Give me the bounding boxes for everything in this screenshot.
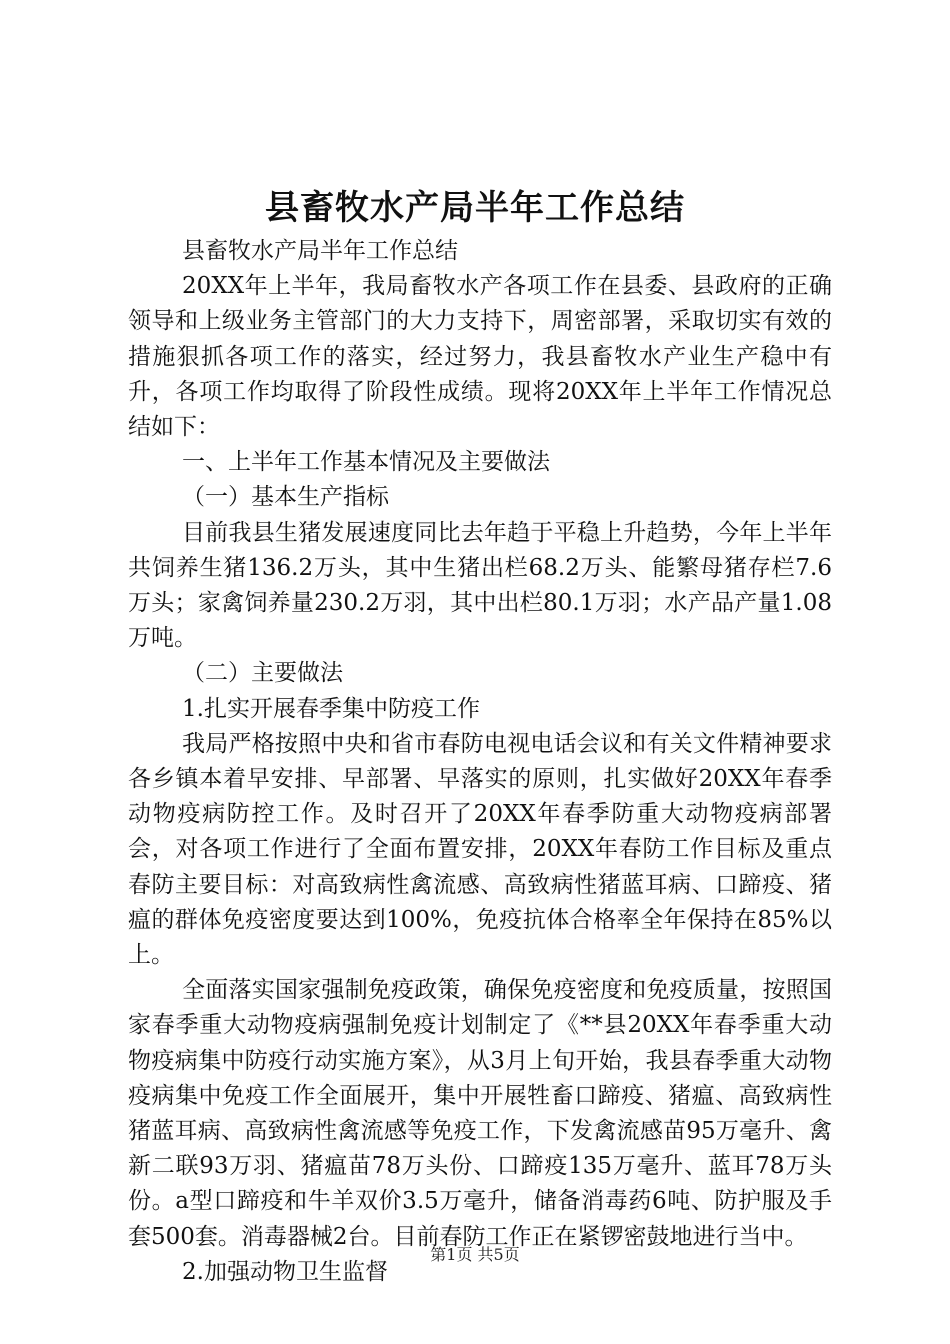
subsection-heading-2: （二）主要做法 bbox=[182, 660, 344, 687]
document-title: 县畜牧水产局半年工作总结 bbox=[265, 188, 685, 228]
document-body bbox=[128, 234, 832, 1290]
production-paragraph: 目前我县生猪发展速度同比去年趋于平稳上升趋势，今年上半年共饲养生猪136.2万头，其中生猪出栏68.2万头、能繁母猪存栏7.6万头；家禽饲养量230.2万羽，其中出栏80.1万羽；水产品产量1.08万吨。 bbox=[128, 519, 832, 652]
intro-paragraph: 20XX年上半年，我局畜牧水产各项工作在县委、县政府的正确领导和上级业务主管部门的大力支持下，周密部署，采取切实有效的措施狠抓各项工作的落实，经过努力，我县畜牧水产业生产稳中有升，各项工作均取得了阶段性成绩。现将20XX年上半年工作情况总结如下： bbox=[128, 273, 832, 441]
item-heading-2: 2.加强动物卫生监督 bbox=[182, 1258, 388, 1285]
section-heading-1: 一、上半年工作基本情况及主要做法 bbox=[182, 449, 551, 476]
subsection-heading-1: （一）基本生产指标 bbox=[182, 484, 390, 511]
item-heading-1: 1.扎实开展春季集中防疫工作 bbox=[182, 695, 480, 722]
spring-prevention-paragraph: 我局严格按照中央和省市春防电视电话会议和有关文件精神要求各乡镇本着早安排、早部署、早落实的原则，扎实做好20XX年春季动物疫病防控工作。及时召开了20XX年春季防重大动物疫病部署会，对各项工作进行了全面布置安排，20XX年春防工作目标及重点春防主要目标：对高致病性禽流感、高致病性猪蓝耳病、口蹄疫、猪瘟的群体免疫密度要达到100%，免疫抗体合格率全年保持在85%以上。 bbox=[128, 730, 832, 969]
immunization-paragraph: 全面落实国家强制免疫政策，确保免疫密度和免疫质量，按照国家春季重大动物疫病强制免疫计划制定了《**县20XX年春季重大动物疫病集中防疫行动实施方案》，从3月上旬开始，我县春季重大动物疫病集中免疫工作全面展开，集中开展牲畜口蹄疫、猪瘟、高致病性猪蓝耳病、高致病性禽流感等免疫工作，下发禽流感苗95万毫升、禽新二联93万羽、猪瘟苗78万头份、口蹄疫135万毫升、蓝耳78万头份。a型口蹄疫和牛羊双价3.5万毫升，储备消毒药6吨、防护服及手套500套。消毒器械2台。目前春防工作正在紧锣密鼓地进行当中。 bbox=[128, 977, 832, 1250]
page-footer: 第1页 共5页 bbox=[430, 1245, 520, 1264]
subtitle-paragraph: 县畜牧水产局半年工作总结 bbox=[182, 238, 459, 264]
